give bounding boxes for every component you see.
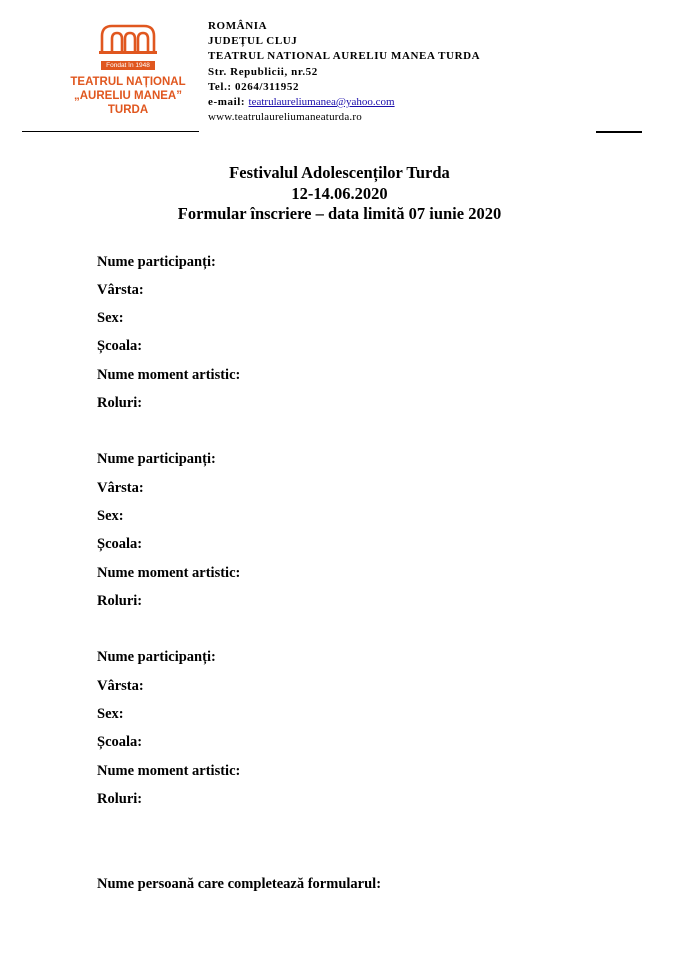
theatre-logo (62, 22, 194, 117)
school-field: Școala: (97, 734, 143, 750)
logo-name-line: „AURELIU MANEA” (74, 90, 182, 102)
festival-title: Festivalul Adolescenților Turda (229, 163, 450, 182)
theatre-building-icon (98, 22, 158, 54)
roles-field: Roluri: (97, 593, 143, 609)
phone-line: Tel.: 0264/311952 (208, 80, 300, 93)
county-line: JUDEȚUL CLUJ (208, 35, 298, 48)
participant-names-field: Nume participanți: (97, 451, 216, 467)
form-title-block (0, 163, 679, 225)
header-divider-left (22, 131, 199, 132)
participant-names-field: Nume participanți: (97, 254, 216, 270)
age-field: Vârsta: (97, 282, 144, 298)
roles-field: Roluri: (97, 395, 143, 411)
institution-line: TEATRUL NATIONAL AURELIU MANEA TURDA (208, 50, 481, 63)
age-field: Vârsta: (97, 678, 144, 694)
email-label: e-mail: (208, 96, 249, 109)
form-filler-name-field: Nume persoană care completează formularul: (97, 876, 382, 892)
school-field: Școala: (97, 338, 143, 354)
sex-field: Sex: (97, 508, 124, 524)
logo-name-line: TURDA (107, 104, 149, 116)
artistic-moment-field: Nume moment artistic: (97, 367, 241, 383)
logo-name (62, 75, 194, 117)
sex-field: Sex: (97, 310, 124, 326)
address-line: Str. Republicii, nr.52 (208, 65, 318, 78)
school-field: Școala: (97, 536, 143, 552)
artistic-moment-field: Nume moment artistic: (97, 763, 241, 779)
country-line: ROMÂNIA (208, 20, 268, 32)
roles-field: Roluri: (97, 791, 143, 807)
festival-dates: 12-14.06.2020 (291, 183, 388, 203)
website-line: www.teatrulaureliumaneaturda.ro (208, 111, 362, 124)
letterhead-info (208, 19, 480, 125)
artistic-moment-field: Nume moment artistic: (97, 565, 241, 581)
sex-field: Sex: (97, 706, 124, 722)
header-divider-right (596, 131, 642, 133)
email-link[interactable]: teatrulaureliumanea@yahoo.com (248, 96, 395, 109)
logo-founded-label: Fondat în 1948 (101, 61, 155, 70)
form-subtitle: Formular înscriere – data limită 07 iunie 2020 (177, 204, 502, 223)
email-line (208, 95, 480, 110)
participant-names-field: Nume participanți: (97, 649, 216, 665)
age-field: Vârsta: (97, 480, 144, 496)
logo-name-line: TEATRUL NAȚIONAL (70, 76, 186, 88)
